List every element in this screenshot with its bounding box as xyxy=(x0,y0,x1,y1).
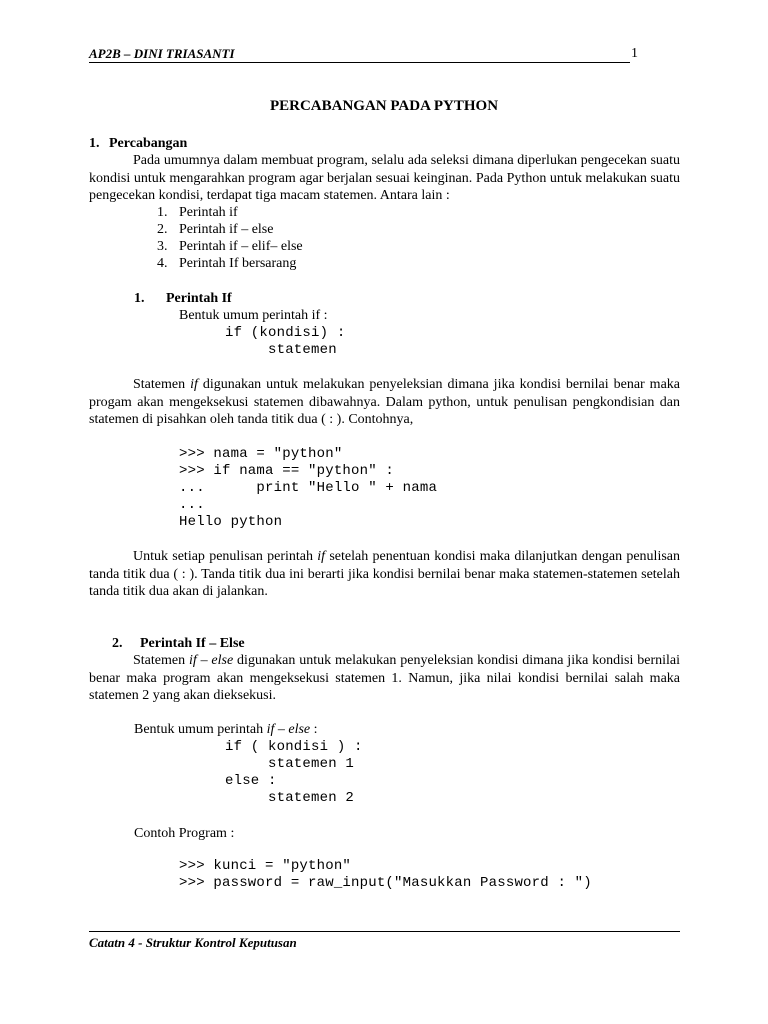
code-example xyxy=(179,446,437,531)
subsection-title: Perintah If xyxy=(166,291,232,306)
code-line: >>> if nama == "python" : xyxy=(179,463,395,479)
code-line: statemen xyxy=(225,342,337,358)
code-line: if (kondisi) : xyxy=(225,325,346,341)
document-title: PERCABANGAN PADA PYTHON xyxy=(269,98,499,114)
code-line: else : xyxy=(225,773,277,789)
code-line: statemen 2 xyxy=(225,790,355,806)
page-header xyxy=(89,46,630,63)
code-line: Hello python xyxy=(179,514,283,530)
section-title: Percabangan xyxy=(109,136,188,151)
section-1-heading xyxy=(89,135,187,152)
code-example-2 xyxy=(179,858,592,892)
footer-rule xyxy=(89,931,680,932)
header-title: AP2B – DINI TRIASANTI xyxy=(89,46,235,61)
statement-list xyxy=(157,204,303,272)
example-label: Contoh Program : xyxy=(134,826,235,841)
list-item: 2. Perintah if – else xyxy=(157,222,274,237)
if-explanation: Untuk setiap penulisan perintah if setelah penentuan kondisi maka dilanjutkan dengan penulisan tanda titik dua ( : ). Tanda titik dua ini berarti jika kondisi bernilai benar maka statemen-statemen setelah tanda titik dua akan di jalankan. xyxy=(89,549,680,599)
code-line: if ( kondisi ) : xyxy=(225,739,363,755)
code-line: >>> password = raw_input("Masukkan Password : ") xyxy=(179,875,592,891)
footer-text: Catatn 4 - Struktur Kontrol Keputusan xyxy=(89,935,297,950)
general-form-label: Bentuk umum perintah if : xyxy=(179,308,328,323)
if-else-description: Statemen if – else digunakan untuk melakukan penyeleksian kondisi dimana jika kondisi bernilai benar maka program akan mengeksekusi statemen 1. Namun, jika nilai kondisi bernilai salah maka statemen 2 yang akan dieksekusi. xyxy=(89,653,680,703)
if-description: Statemen if digunakan untuk melakukan penyeleksian dimana jika kondisi bernilai benar maka progam akan mengeksekusi statemen dibawahnya. Dalam python, untuk penulisan pengkondisian dan statemen di pisahkan oleh tanda titik dua ( : ). Contohnya, xyxy=(89,377,680,427)
subsection-number: 2. xyxy=(112,636,123,651)
subsection-1-heading xyxy=(134,290,232,307)
page-number: 1 xyxy=(631,46,638,61)
code-line: ... xyxy=(179,497,205,513)
subsection-number: 1. xyxy=(134,291,145,306)
subsection-title: Perintah If – Else xyxy=(140,636,245,651)
subsection-2-heading xyxy=(112,635,245,652)
list-item: 4. Perintah If bersarang xyxy=(157,256,297,271)
section-1-intro: Pada umumnya dalam membuat program, selalu ada seleksi dimana diperlukan pengecekan suatu kondisi untuk mengarahkan program agar berjalan sesuai keinginan. Pada Python untuk melakukan suatu pengecekan kondisi, terdapat tiga macam statemen. Antara lain : xyxy=(89,153,680,203)
if-else-syntax-block xyxy=(225,739,363,807)
section-number: 1. xyxy=(89,136,100,151)
code-line: >>> kunci = "python" xyxy=(179,858,352,874)
if-else-form-label: Bentuk umum perintah if – else : xyxy=(134,722,318,737)
code-line: ... print "Hello " + nama xyxy=(179,480,438,496)
list-item: 1. Perintah if xyxy=(157,205,238,220)
code-line: >>> nama = "python" xyxy=(179,446,343,462)
syntax-block xyxy=(225,325,345,359)
list-item: 3. Perintah if – elif– else xyxy=(157,239,303,254)
code-line: statemen 1 xyxy=(225,756,355,772)
